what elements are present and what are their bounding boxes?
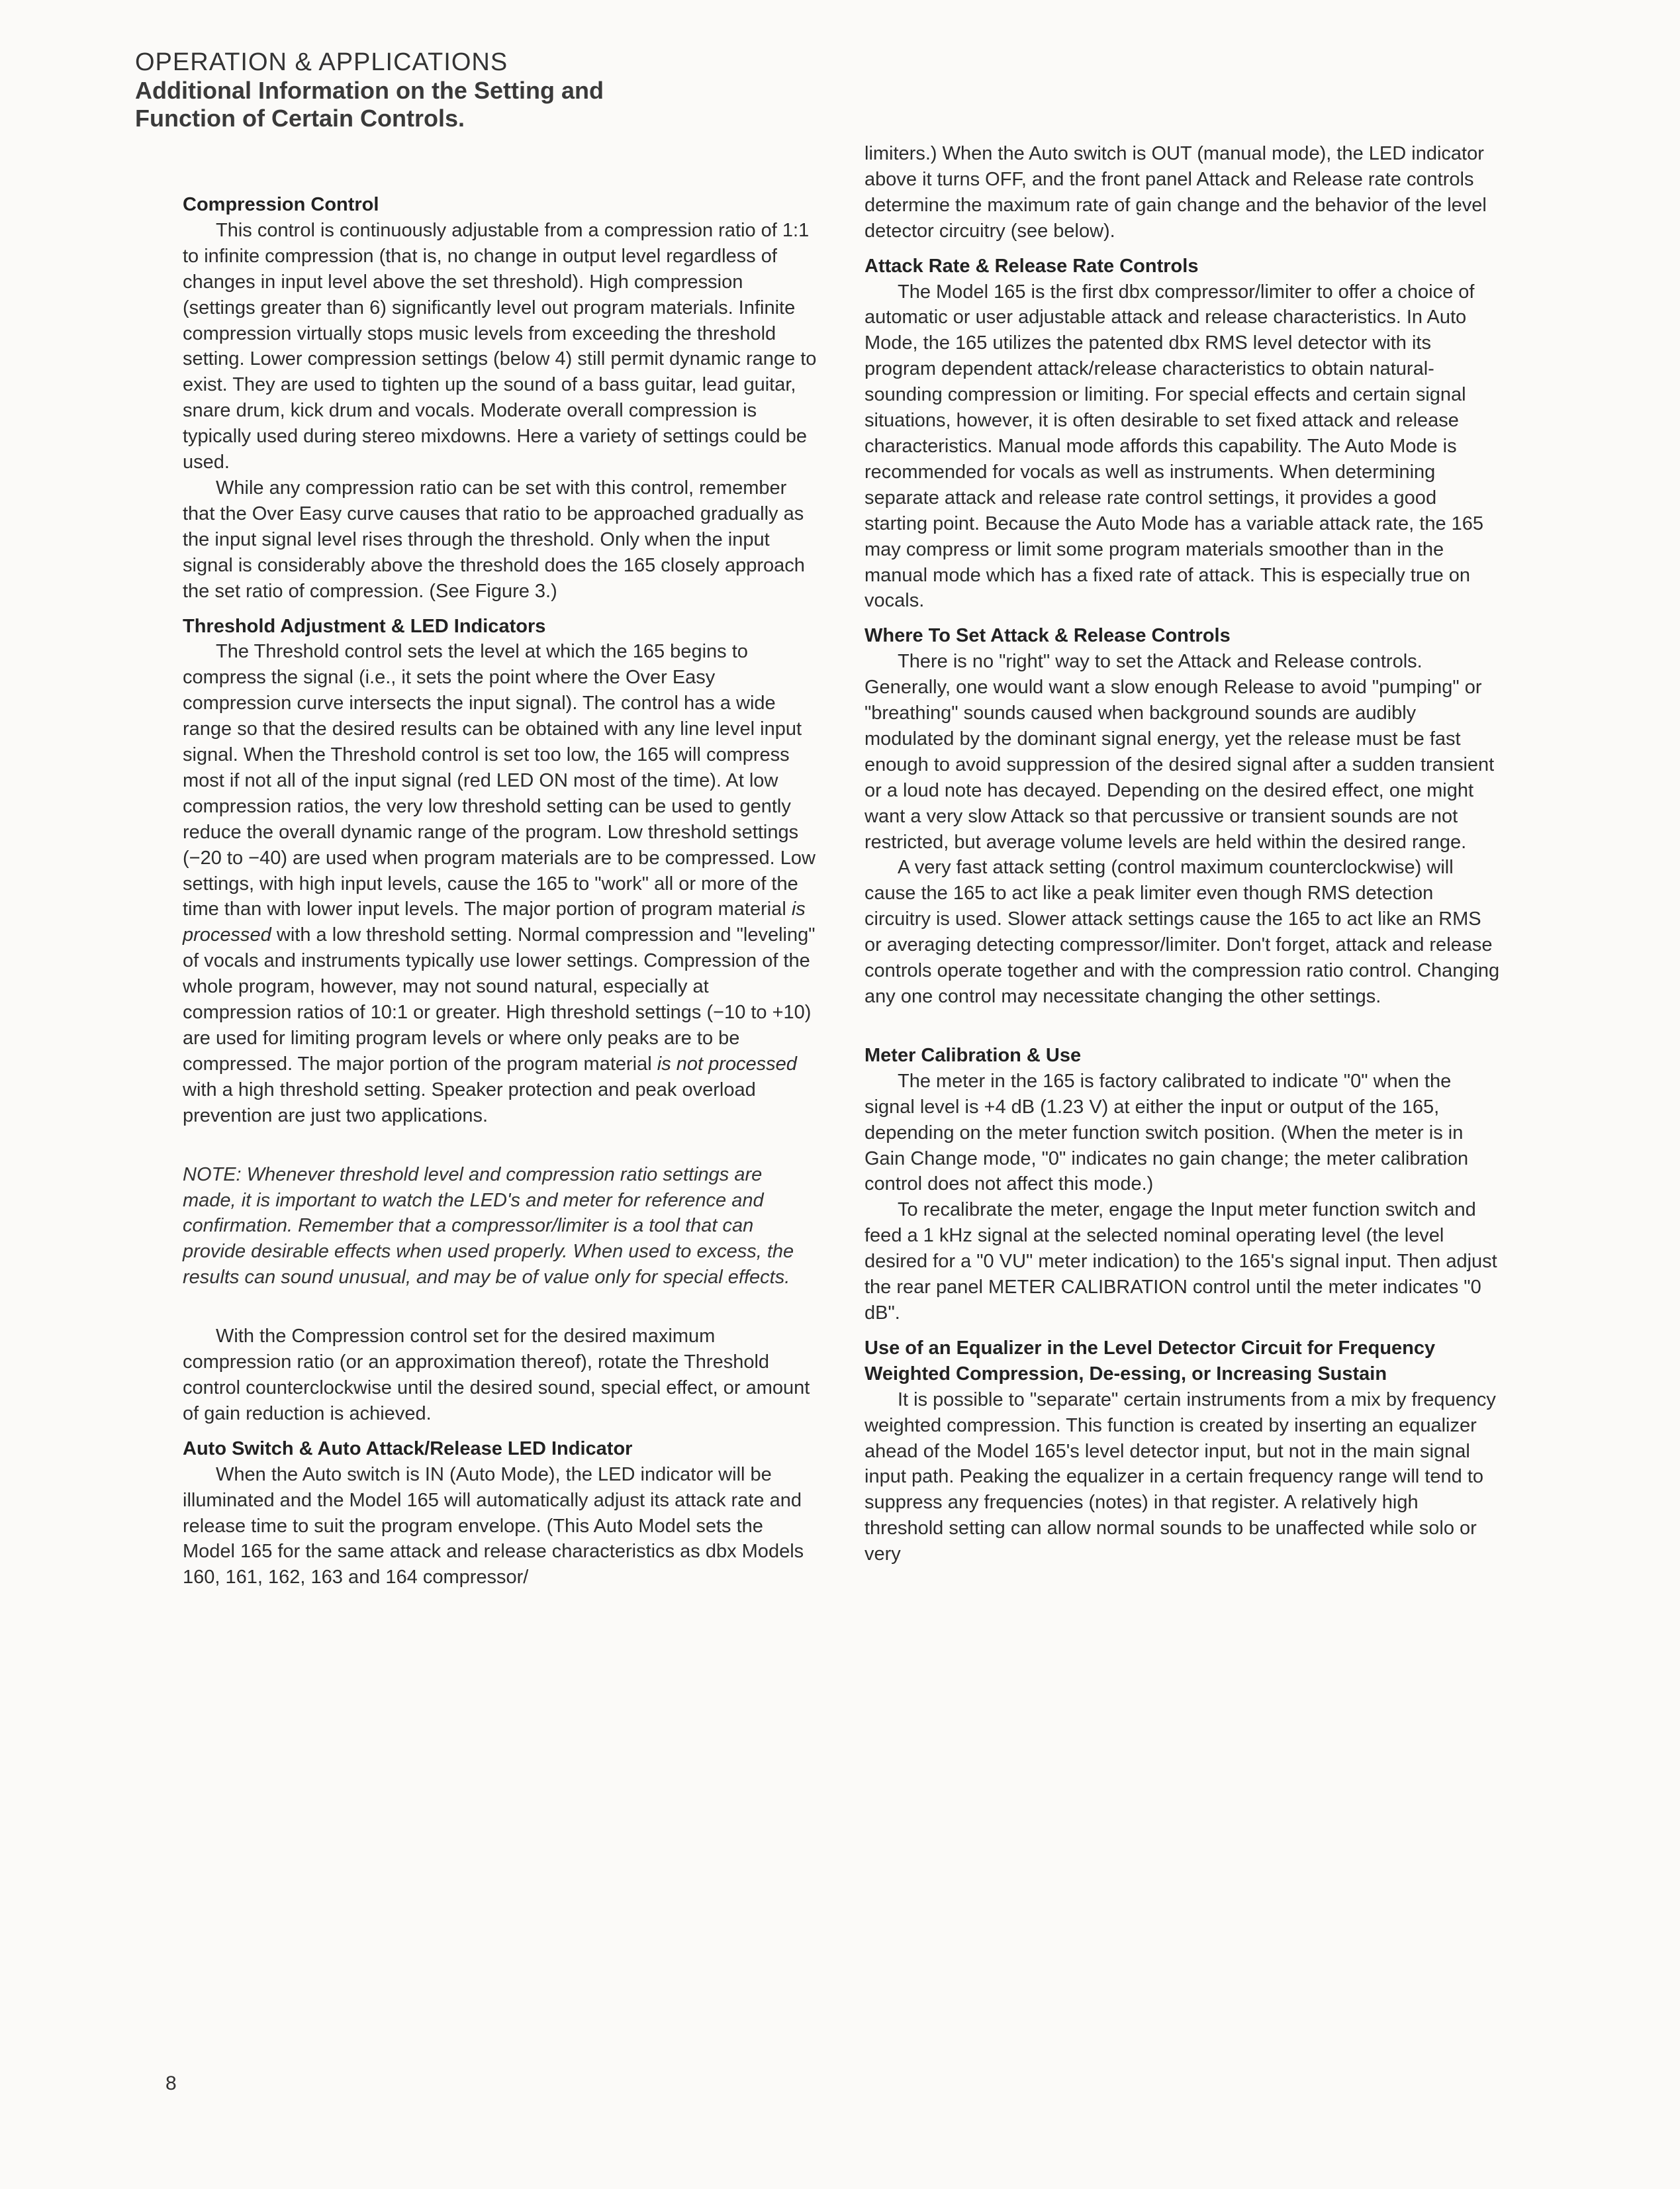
threshold-text-b: with a low threshold setting. Normal compression and "leveling" of vocals and instruments typically use lower settings. Compression of the whole program, however, may not sound natural, especially at compression ratios of 10:1 or greater. High threshold settings (−10 to +10) are used for limiting program levels or where only peaks are to be compressed. The major portion of the program material (183, 924, 816, 1075)
left-column (183, 192, 818, 1590)
right-column (864, 141, 1500, 1567)
compression-paragraph-2: While any compression ratio can be set with this control, remember that the Over Easy curve causes that ratio to be approached gradually as the input signal level rises through the threshold. Only when the input signal is considerably above the threshold does the 165 closely approach the set ratio of compression. (See Figure 3.) (183, 477, 805, 602)
page-header (135, 48, 731, 132)
equalizer-paragraph: It is possible to "separate" certain instruments from a mix by frequency weighted compression. This function is created by inserting an equalizer ahead of the Model 165's level detector input, but not in the main signal input path. Peaking the equalizer in a certain frequency range will tend to suppress any frequencies (notes) in that register. A relatively high threshold setting can allow normal sounds to be unaffected while solo or very (864, 1388, 1496, 1565)
where-to-set-heading: Where To Set Attack & Release Controls (864, 625, 1231, 647)
equalizer-heading: Use of an Equalizer in the Level Detector Circuit for Frequency Weighted Compression, De-essing, or Increasing Sustain (864, 1337, 1436, 1385)
attack-release-paragraph: The Model 165 is the first dbx compressor/limiter to offer a choice of automatic or user adjustable attack and release characteristics. In Auto Mode, the 165 utilizes the patented dbx RMS level detector with its program dependent attack/release characteristics to obtain natural-sounding compression or limiting. For special effects and certain signal situations, however, it is often desirable to set fixed attack and release characteristics. Manual mode affords this capability. The Auto Mode is recommended for vocals as well as instruments. When determining separate attack and release rate control settings, it provides a good starting point. Because the Auto Mode has a variable attack rate, the 165 may compress or limit some program materials smoother than in the manual mode which has a fixed rate of attack. This is especially true on vocals. (864, 281, 1484, 612)
where-to-set-paragraph-1: There is no "right" way to set the Attack and Release controls. Generally, one would want a slow enough Release to avoid "pumping" or "breathing" sounds caused when background sounds are audibly modulated by the dominant signal energy, yet the release must be fast enough to avoid suppression of the desired signal after a sudden transient or a loud note has decayed. Depending on the desired effect, one might want a very slow Attack so that percussive or transient sounds are not restricted, but average volume levels are held within the desired range. (864, 651, 1495, 853)
meter-paragraph-1: The meter in the 165 is factory calibrated to indicate "0" when the signal level is +4 dB (1.23 V) at either the input or output of the 165, depending on the meter function switch position. (When the meter is in Gain Change mode, "0" indicates no gain change; the meter calibration control does not affect this mode.) (864, 1070, 1469, 1195)
threshold-emphasis-not-processed: is not processed (657, 1053, 797, 1075)
threshold-heading: Threshold Adjustment & LED Indicators (183, 615, 546, 637)
section-kicker: OPERATION & APPLICATIONS (135, 48, 508, 76)
page-title (135, 77, 731, 132)
meter-paragraph-2: To recalibrate the meter, engage the Input meter function switch and feed a 1 kHz signal at the selected nominal operating level (the level desired for a "0 VU" meter indication) to the 165's signal input. Then adjust the rear panel METER CALIBRATION control until the meter indicates "0 dB". (864, 1199, 1497, 1324)
meter-calibration-heading: Meter Calibration & Use (864, 1044, 1082, 1066)
threshold-text-a: The Threshold control sets the level at which the 165 begins to compress the signal (i.e., it sets the point where the Over Easy compression curve intersects the input signal). The control has a wide range so that the desired results can be obtained with any line level input signal. When the Threshold control is set too low, the 165 will compress most if not all of the input signal (red LED ON most of the time). At low compression ratios, the very low threshold setting can be used to gently reduce the overall dynamic range of the program. Low threshold settings (−20 to −40) are used when program materials are to be compressed. Low settings, with high input levels, cause the 165 to "work" all or more of the time than with lower input levels. The major portion of program material (183, 641, 816, 920)
continued-paragraph: limiters.) When the Auto switch is OUT (manual mode), the LED indicator above it turns OFF, and the front panel Attack and Release rate controls determine the maximum rate of gain change and the behavior of the level detector circuitry (see below). (864, 143, 1487, 242)
after-note-paragraph: With the Compression control set for the desired maximum compression ratio (or an approximation thereof), rotate the Threshold control counterclockwise until the desired sound, special effect, or amount of gain reduction is achieved. (183, 1326, 810, 1424)
page-number: 8 (165, 2072, 177, 2094)
where-to-set-paragraph-2: A very fast attack setting (control maximum counterclockwise) will cause the 165 to act like a peak limiter even though RMS detection circuitry is used. Slower attack settings cause the 165 to act like an RMS or averaging detecting compressor/limiter. Don't forget, attack and release controls operate together and with the compression ratio control. Changing any one control may necessitate changing the other settings. (864, 857, 1500, 1007)
attack-release-heading: Attack Rate & Release Rate Controls (864, 255, 1199, 277)
threshold-emphasis-processed: is processed (183, 899, 806, 946)
note-paragraph: NOTE: Whenever threshold level and compression ratio settings are made, it is important to watch the LED's and meter for reference and confirmation. Remember that a compressor/limiter is a tool that can provide desirable effects when used properly. When used to excess, the results can sound unusual, and may be of value only for special effects. (183, 1163, 794, 1289)
threshold-text-c: with a high threshold setting. Speaker protection and peak overload prevention are just two applications. (183, 1079, 756, 1126)
auto-switch-paragraph: When the Auto switch is IN (Auto Mode), the LED indicator will be illuminated and the Model 165 will automatically adjust its attack rate and release time to suit the program envelope. (This Auto Model sets the Model 165 for the same attack and release characteristics as dbx Models 160, 161, 162, 163 and 164 compressor/ (183, 1463, 804, 1588)
threshold-paragraph (183, 639, 818, 1128)
compression-paragraph-1: This control is continuously adjustable from a compression ratio of 1:1 to infinite compression (that is, no change in output level regardless of changes in input level above the set threshold). High compression (settings greater than 6) significantly level out program materials. Infinite compression virtually stops music levels from exceeding the threshold setting. Lower compression settings (below 4) still permit dynamic range to exist. They are used to tighten up the sound of a bass guitar, lead guitar, snare drum, kick drum and vocals. Moderate overall compression is typically used during stereo mixdowns. Here a variety of settings could be used. (183, 219, 817, 473)
auto-switch-heading: Auto Switch & Auto Attack/Release LED Indicator (183, 1437, 633, 1459)
compression-control-heading: Compression Control (183, 194, 379, 215)
page-title-line-1: Additional Information on the Setting and (135, 77, 604, 104)
page-title-line-2: Function of Certain Controls. (135, 105, 465, 132)
